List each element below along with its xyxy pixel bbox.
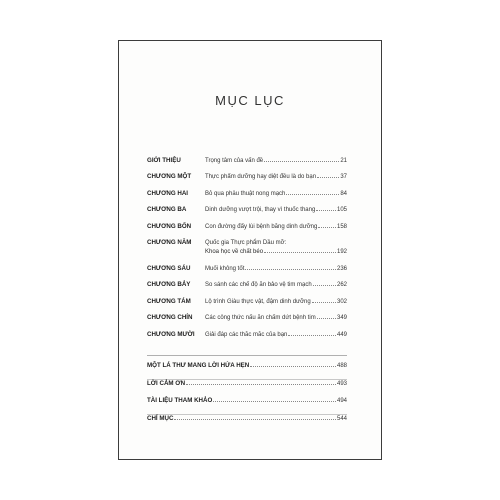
toc-label: MỘT LÁ THƯ MANG LỜI HỨA HẸN	[147, 361, 250, 369]
toc-page: 544	[336, 416, 347, 423]
toc-entry	[147, 314, 347, 330]
toc-page: 302	[336, 298, 347, 305]
toc-entry	[147, 331, 347, 347]
toc-desc: Muối không tốt	[205, 265, 245, 272]
toc-label: LỜI CẢM ƠN	[147, 380, 186, 388]
toc-label: TÀI LIỆU THAM KHẢO	[147, 397, 213, 405]
back-matter-entry	[147, 415, 347, 432]
toc-entry	[147, 206, 347, 222]
toc-entry	[147, 190, 347, 206]
toc-desc: So sánh các chế độ ăn bảo vệ tim mạch	[205, 282, 312, 289]
toc-label: CHƯƠNG BẢY	[147, 281, 191, 289]
toc-entry	[147, 173, 347, 189]
toc-page: 493	[336, 381, 347, 388]
toc-entry	[147, 281, 347, 297]
toc-label: CHƯƠNG SÁU	[147, 264, 191, 272]
toc-label: CHƯƠNG BỐN	[147, 222, 192, 230]
toc-label: CHƯƠNG MỘT	[147, 173, 192, 181]
toc-page: 494	[336, 398, 347, 405]
toc-page: 105	[336, 207, 347, 214]
toc-label: CHƯƠNG CHÍN	[147, 314, 193, 322]
toc-label: CHỈ MỤC	[147, 415, 174, 423]
toc-page: 488	[336, 362, 347, 369]
table-of-contents	[147, 157, 347, 433]
page-title: MỤC LỤC	[215, 93, 285, 108]
toc-label: GIỚI THIỆU	[147, 157, 181, 164]
back-matter-entry	[147, 397, 347, 415]
toc-page: 21	[340, 158, 347, 164]
toc-page: 84	[340, 190, 347, 197]
toc-page: 449	[336, 331, 347, 338]
toc-label: CHƯƠNG NĂM	[147, 238, 192, 246]
toc-page: 37	[340, 174, 347, 181]
book-page	[118, 40, 382, 460]
toc-entry	[147, 223, 347, 239]
toc-label: CHƯƠNG TÁM	[147, 297, 191, 305]
back-matter-entry	[147, 380, 347, 397]
toc-page: 192	[336, 248, 347, 255]
toc-page: 158	[336, 223, 347, 230]
toc-desc: Giải đáp các thắc mắc của bạn	[205, 331, 288, 338]
section-divider	[147, 347, 347, 356]
toc-desc: Con đường đẩy lùi bệnh bằng dinh dưỡng	[205, 223, 318, 230]
toc-desc: Bỏ qua phẫu thuật nong mạch	[205, 190, 286, 197]
toc-page: 236	[336, 265, 347, 272]
toc-desc: Khoa học về chất béo	[205, 248, 264, 255]
toc-desc: Thực phẩm dưỡng hay diệt đều là do bạn	[205, 174, 317, 181]
toc-page: 262	[336, 282, 347, 289]
toc-entry	[147, 298, 347, 314]
toc-label: CHƯƠNG MƯỜI	[147, 330, 195, 338]
toc-desc: Quốc gia Thực phẩm Dầu mỡ:	[205, 239, 287, 246]
toc-desc: Các công thức nấu ăn chấm dứt bệnh tim	[205, 315, 316, 322]
toc-page: 349	[336, 315, 347, 322]
toc-desc: Trọng tâm của vấn đề	[205, 158, 264, 164]
back-matter-entry	[147, 362, 347, 380]
toc-entry	[147, 239, 347, 265]
toc-desc: Dinh dưỡng vượt trội, thay vì thuốc thang	[205, 207, 316, 214]
toc-label: CHƯƠNG HAI	[147, 189, 189, 197]
toc-entry	[147, 157, 347, 173]
toc-entry	[147, 265, 347, 281]
toc-label: CHƯƠNG BA	[147, 206, 187, 214]
toc-desc: Lộ trình Giàu thực vật, đậm dinh dưỡng	[205, 298, 311, 305]
